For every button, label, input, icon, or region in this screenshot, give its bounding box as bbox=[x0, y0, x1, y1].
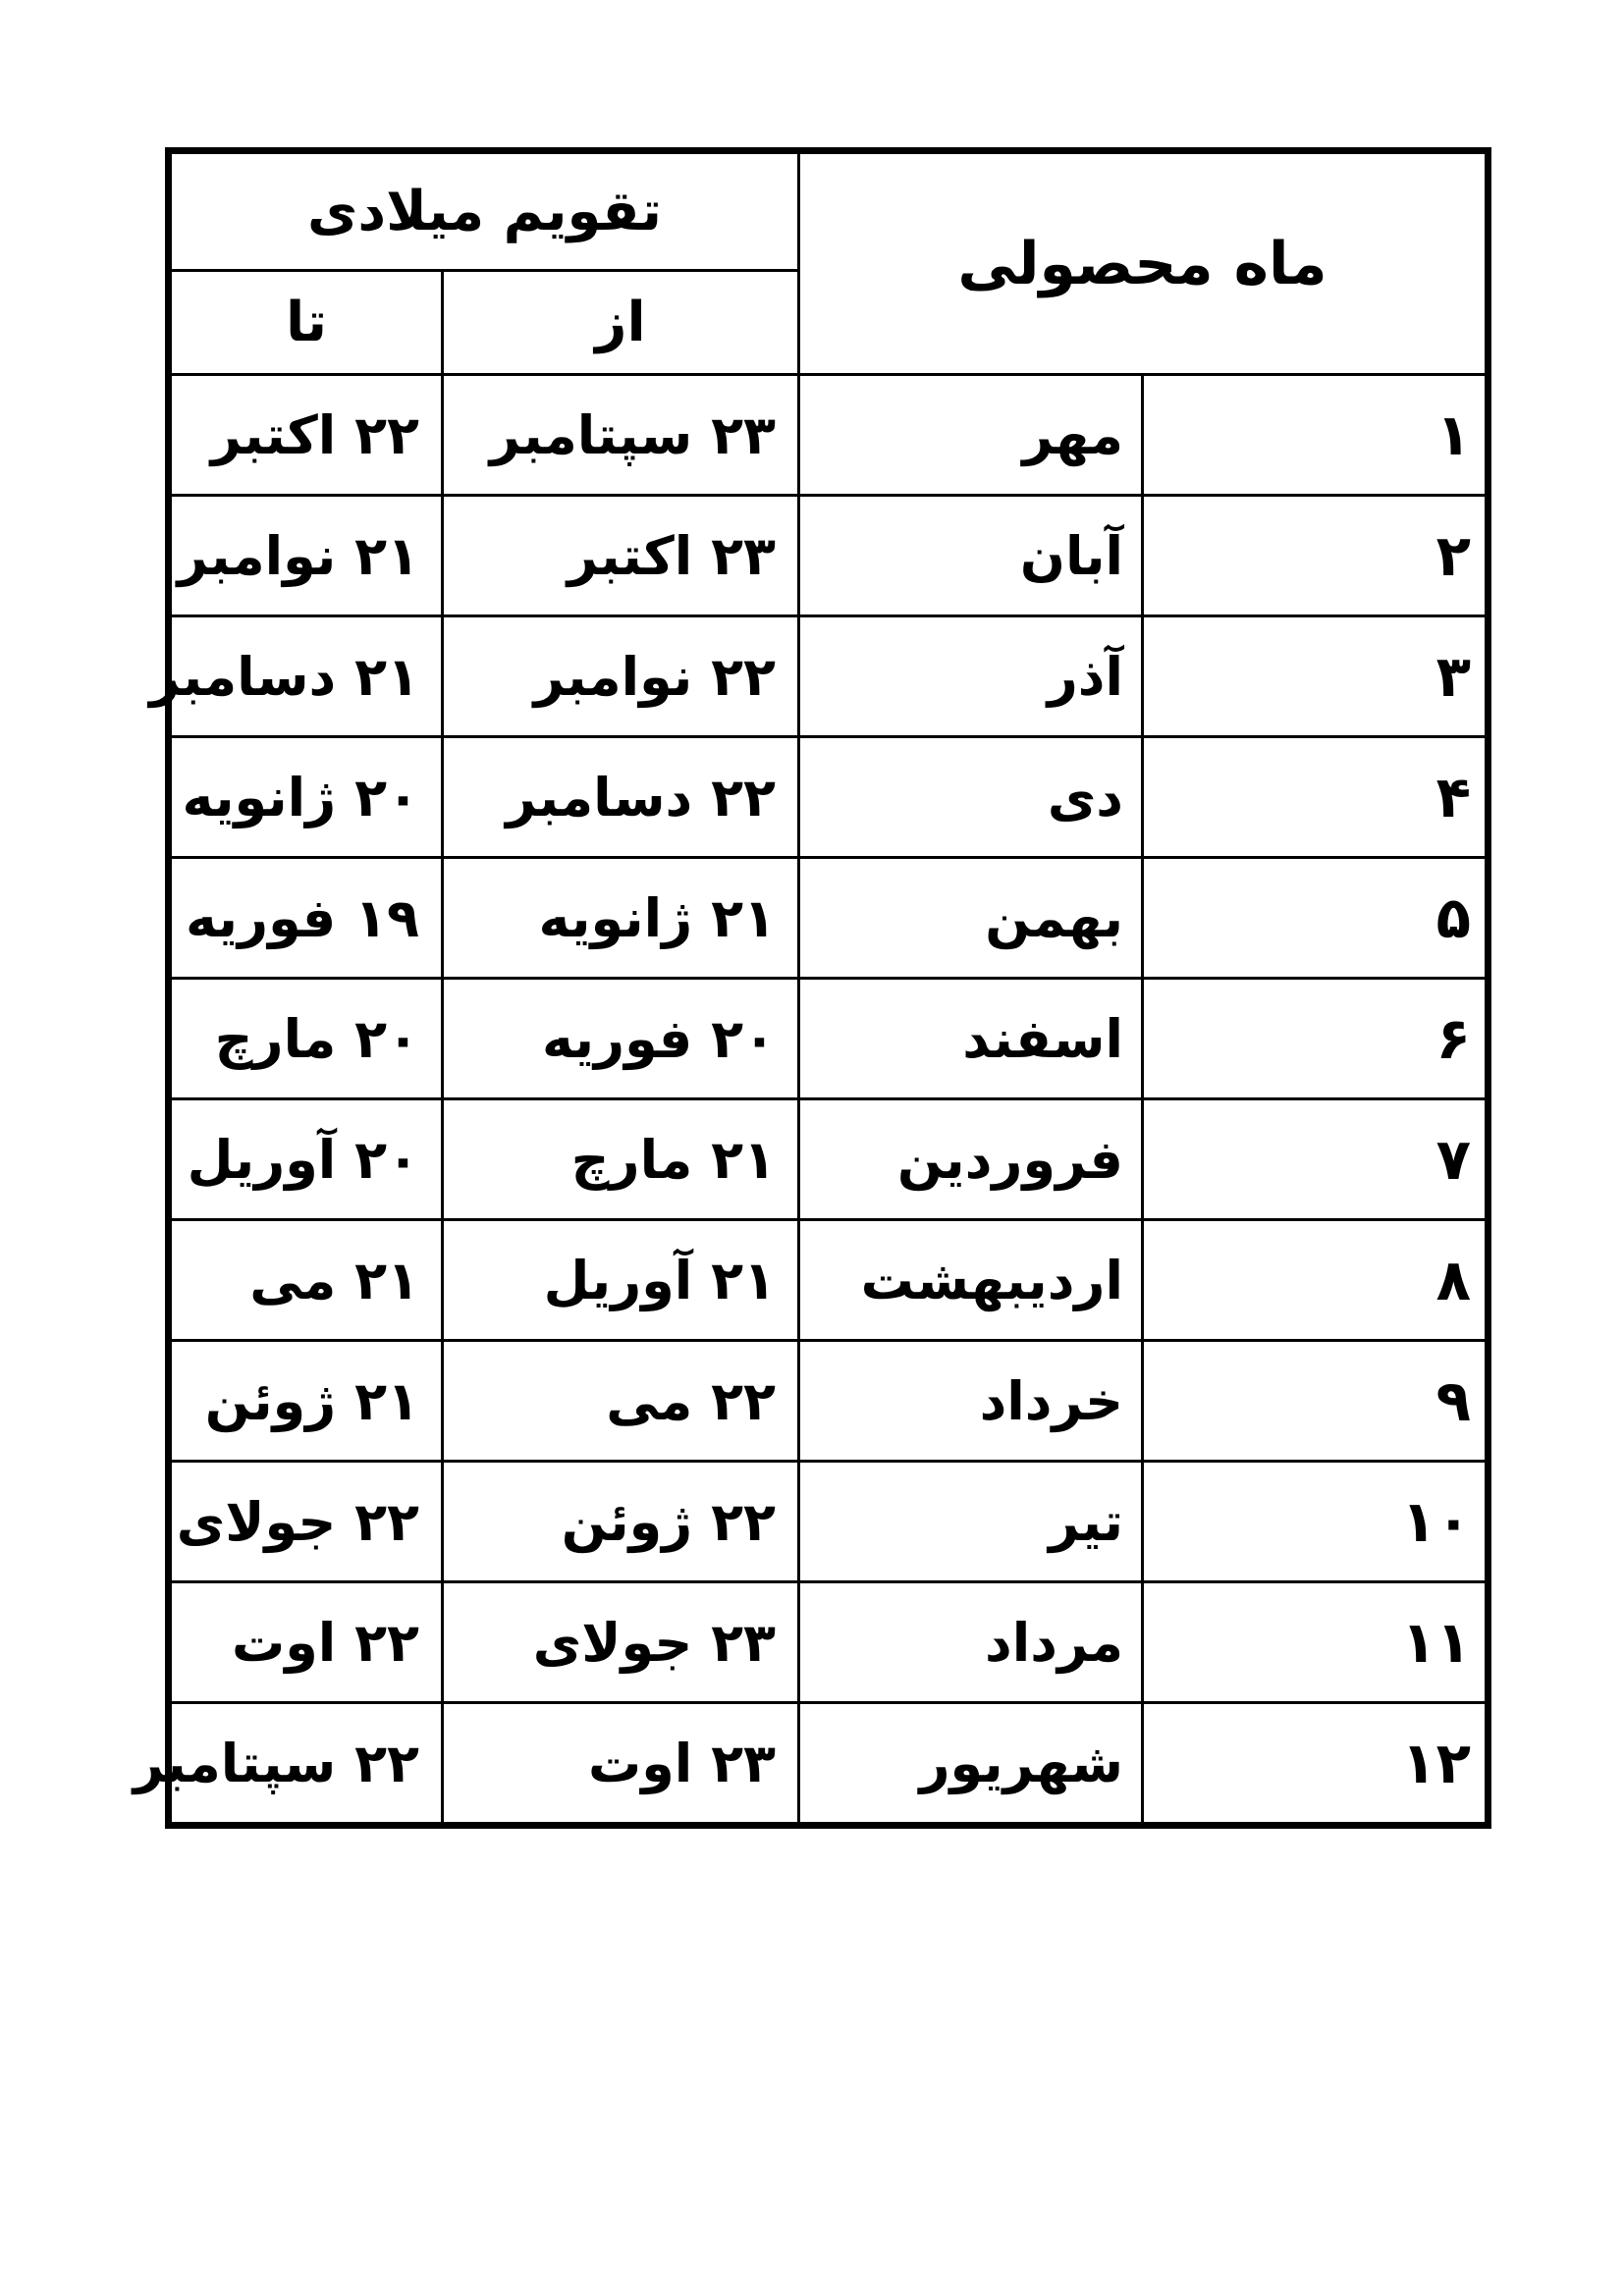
row-number: ۱ bbox=[1143, 375, 1489, 496]
from-date: ۲۱ ژانویه bbox=[443, 858, 799, 979]
table-row bbox=[169, 496, 1489, 616]
row-number: ۵ bbox=[1143, 858, 1489, 979]
to-date: ۲۰ ژانویه bbox=[169, 737, 443, 858]
to-date: ۲۰ مارچ bbox=[169, 979, 443, 1099]
harvest-month-table bbox=[133, 147, 1491, 1829]
month-name: اردیبهشت bbox=[799, 1220, 1143, 1341]
table-row bbox=[169, 1341, 1489, 1462]
row-number: ۸ bbox=[1143, 1220, 1489, 1341]
table-row bbox=[169, 375, 1489, 496]
table-row bbox=[169, 1703, 1489, 1826]
from-date: ۲۳ جولای bbox=[443, 1582, 799, 1703]
from-date: ۲۲ می bbox=[443, 1341, 799, 1462]
month-column-header: ماه محصولی bbox=[799, 151, 1489, 375]
table-row bbox=[169, 858, 1489, 979]
from-column-header: از bbox=[443, 271, 799, 375]
month-name: آذر bbox=[799, 616, 1143, 737]
to-column-header: تا bbox=[169, 271, 443, 375]
to-date: ۲۱ نوامبر bbox=[169, 496, 443, 616]
to-date: ۲۲ جولای bbox=[169, 1462, 443, 1582]
month-name: بهمن bbox=[799, 858, 1143, 979]
month-name: تیر bbox=[799, 1462, 1143, 1582]
row-number: ۲ bbox=[1143, 496, 1489, 616]
from-date: ۲۲ نوامبر bbox=[443, 616, 799, 737]
from-date: ۲۲ دسامبر bbox=[443, 737, 799, 858]
month-name: مرداد bbox=[799, 1582, 1143, 1703]
month-name: اسفند bbox=[799, 979, 1143, 1099]
from-date: ۲۰ فوریه bbox=[443, 979, 799, 1099]
row-number: ۶ bbox=[1143, 979, 1489, 1099]
row-number: ۱۰ bbox=[1143, 1462, 1489, 1582]
row-number: ۳ bbox=[1143, 616, 1489, 737]
row-number: ۷ bbox=[1143, 1099, 1489, 1220]
row-number: ۱۲ bbox=[1143, 1703, 1489, 1826]
to-date: ۱۹ فوریه bbox=[169, 858, 443, 979]
month-name: خرداد bbox=[799, 1341, 1143, 1462]
row-number: ۴ bbox=[1143, 737, 1489, 858]
to-date: ۲۲ سپتامبر bbox=[169, 1703, 443, 1826]
to-date: ۲۲ اکتبر bbox=[169, 375, 443, 496]
month-name: شهریور bbox=[799, 1703, 1143, 1826]
row-number: ۱۱ bbox=[1143, 1582, 1489, 1703]
month-name: مهر bbox=[799, 375, 1143, 496]
from-date: ۲۳ اکتبر bbox=[443, 496, 799, 616]
month-name: آبان bbox=[799, 496, 1143, 616]
to-date: ۲۲ اوت bbox=[169, 1582, 443, 1703]
from-date: ۲۳ سپتامبر bbox=[443, 375, 799, 496]
from-date: ۲۱ مارچ bbox=[443, 1099, 799, 1220]
table-row bbox=[169, 1220, 1489, 1341]
table-row bbox=[169, 979, 1489, 1099]
table-row bbox=[169, 1462, 1489, 1582]
gregorian-calendar-header: تقویم میلادی bbox=[169, 151, 799, 271]
from-date: ۲۱ آوریل bbox=[443, 1220, 799, 1341]
table-row bbox=[169, 616, 1489, 737]
to-date: ۲۰ آوریل bbox=[169, 1099, 443, 1220]
month-name: دی bbox=[799, 737, 1143, 858]
row-number: ۹ bbox=[1143, 1341, 1489, 1462]
to-date: ۲۱ ژوئن bbox=[169, 1341, 443, 1462]
month-name: فروردین bbox=[799, 1099, 1143, 1220]
table-row bbox=[169, 1099, 1489, 1220]
table-row bbox=[169, 737, 1489, 858]
table-row bbox=[169, 1582, 1489, 1703]
from-date: ۲۳ اوت bbox=[443, 1703, 799, 1826]
to-date: ۲۱ دسامبر bbox=[169, 616, 443, 737]
to-date: ۲۱ می bbox=[169, 1220, 443, 1341]
from-date: ۲۲ ژوئن bbox=[443, 1462, 799, 1582]
